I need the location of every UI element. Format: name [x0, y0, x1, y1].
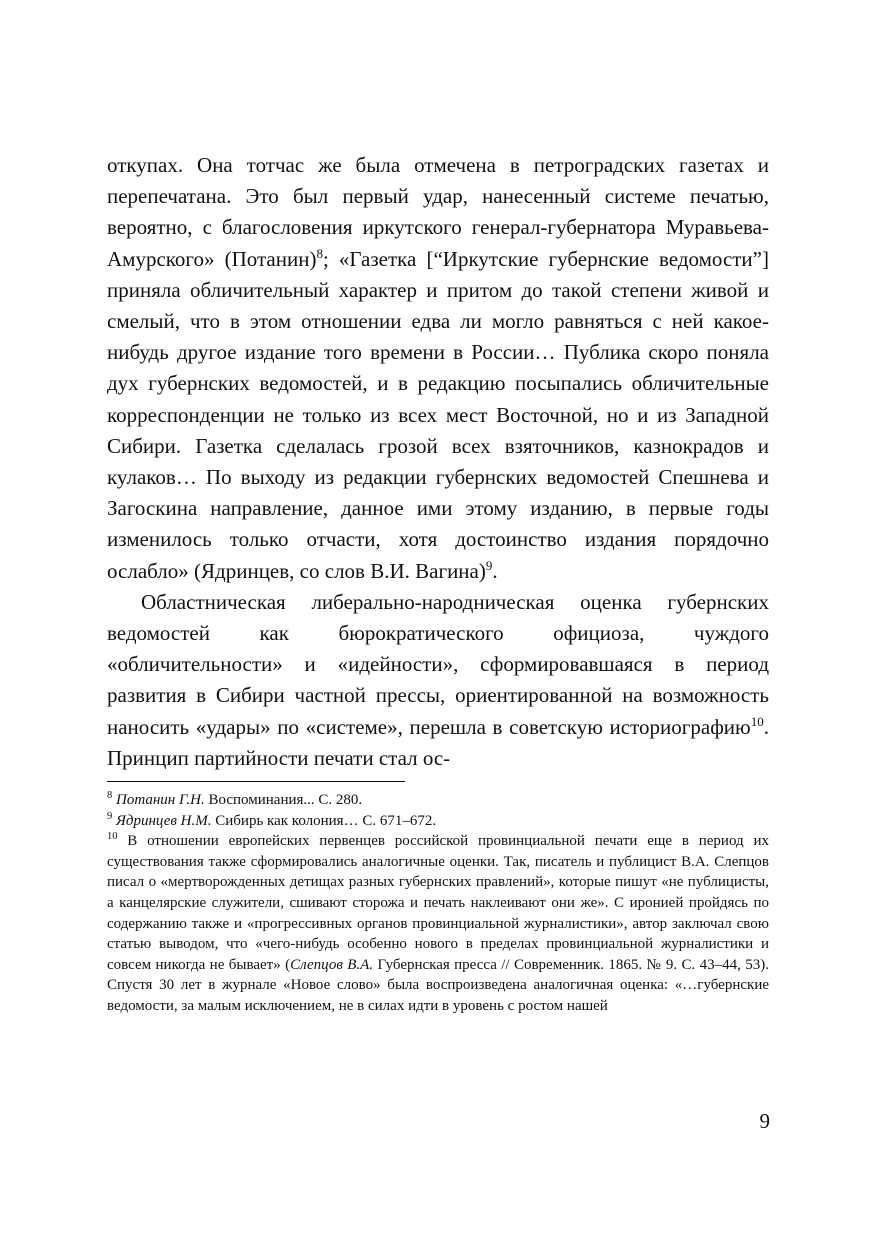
paragraph-1-text-a: откупах. Она тотчас же была отмечена в петроградских газетах и перепечатана. Это был первый удар, нанесенный системе печатью, вероятно, с благословения иркутского генерал-губернатора Муравьева-Амурского» (Потанин) — [107, 153, 769, 271]
page-number: 9 — [759, 1109, 770, 1133]
footnote-ref-9: 9 — [485, 557, 493, 573]
paragraph-2-text-b: . Принцип партийности печати стал ос- — [107, 714, 769, 770]
footnote-9 — [107, 811, 769, 832]
footnote-ref-8: 8 — [316, 245, 323, 261]
paragraph-2-text-a: Областническая либерально-народническая оценка губернских ведомостей как бюрократического официоза, чуждого «обличительности» и «идейности», сформировавшаяся в период развития в Сибири частной прессы, ориентированной на возможность наносить «удары» по «системе», перешла в советскую историографию — [107, 589, 769, 739]
footnote-text: В отношении европейских первенцев российской провинциальной печати еще в период их существования также сформировались аналогичные оценки. Так, писатель и публицист В.А. Слепцов писал о «мертворожденных детищах разных губернских правлений», которые пишут «не публицисты, а канцелярские служители, сшивают сторожа и печать наклеивают они же». С иронией пройдясь по содержанию также и «прогрессивных органов провинциальной журналистики», автор заключал свою статью выводом, что «чего-нибудь особенно нового в пределах провинциальной журналистики и совсем никогда не бывает» ( — [107, 833, 769, 973]
paragraph-1-text-b: ; «Газетка [“Иркутские губернские ведомости”] приняла обличительный характер и притом до такой степени живой и смелый, что в этом отношении едва ли могло равняться с ней какое-нибудь другое издание того времени в России… Публика скоро поняла дух губернских ведомостей, и в редакцию посыпались обличительные корреспонденции не только из всех мест Восточной, но и из Западной Сибири. Газетка сделалась грозой всех взяточников, казнокрадов и кулаков… По выходу из редакции губернских ведомостей Спешнева и Загоскина направление, данное ими этому изданию, в первые годы изменилось только отчасти, хотя достоинство издания порядочно ослабло» (Ядринцев, со слов В.И. Вагина) — [107, 246, 769, 583]
paragraph-2 — [107, 587, 769, 774]
footnote-10 — [107, 831, 769, 1016]
footnote-text: Сибирь как колония… С. 671–672. — [211, 812, 437, 829]
footnote-separator — [107, 781, 405, 782]
footnote-text: Губернская пресса // Современник. 1865. № 9. С. 43–44, 53). Спустя 30 лет в журнале «Новое слово» была воспроизведена аналогичная оценка: «…губернские ведомости, за малым исключением, не в силах идти в уровень с ростом нашей — [107, 956, 769, 1014]
footnote-8 — [107, 790, 769, 811]
footnote-text: Воспоминания... С. 280. — [204, 792, 363, 808]
footnotes — [107, 790, 769, 1017]
main-text — [107, 150, 769, 774]
footnote-number: 9 — [107, 810, 113, 822]
footnote-number: 8 — [107, 790, 113, 801]
footnote-author: Слепцов В.А. — [290, 956, 374, 973]
footnote-number: 10 — [107, 831, 118, 843]
footnote-author: Ядринцев Н.М. — [116, 812, 212, 829]
footnote-ref-10: 10 — [750, 713, 764, 729]
paragraph-1-text-c: . — [492, 558, 498, 583]
paragraph-1 — [107, 150, 769, 587]
footnote-author: Потанин Г.Н. — [116, 792, 205, 808]
